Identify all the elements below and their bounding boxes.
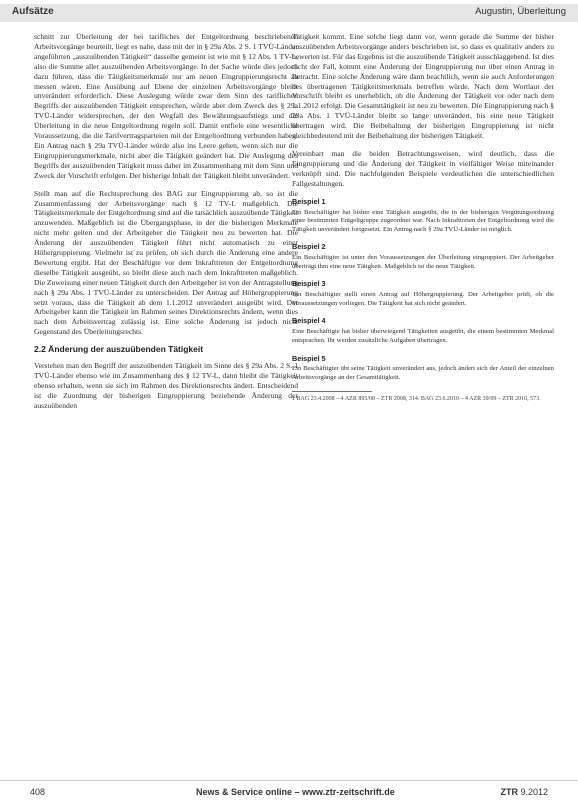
example-text: Eine Beschäftigte hat bisher überwiegend Tätigkeiten ausgeübt, die einem bestimmten Merkmal entsprachen. Ihr werden zusätzliche Aufgaben übertragen. — [292, 328, 554, 344]
page-header — [0, 0, 578, 30]
example-heading: Beispiel 5 — [292, 353, 326, 363]
example-heading: Beispiel 2 — [292, 242, 326, 252]
footnote-divider — [292, 391, 372, 392]
footer-website: News & Service online – www.ztr-zeitschrift.de — [196, 787, 395, 797]
right-column — [292, 32, 554, 403]
paragraph: Tätigkeit kommt. Eine solche liegt dann vor, wenn gerade die Summe der bisher auszuübenden Arbeitsvorgänge anders beschrieben ist, so dass es qualitativ anders zu bewerten ist. Für das Ergebnis ist die auszuübende Tätigkeit ausschlaggebend. Ist dies nicht der Fall, kommt eine Änderung der Eingruppierung nur über einen Antrag in Betracht. Eine solche Änderung wäre dann beachtlich, wenn sie auch Anforderungen des übertragenen Tätigkeitsmerkmals betreffen würde. Nach dem Wortlaut der Vorschrift bleibt es unerheblich, ob die Änderung der Tätigkeit vor oder nach dem 1.1.2012 erfolgt. Die Gesamttätigkeit ist neu zu bewerten. Die Eingruppierung nach § 29a Abs. 1 TVÜ-Länder bleibt so lange unverändert, bis eine neue Tätigkeit übertragen wird. Die Beibehaltung der bisherigen Eingruppierung ist nicht gleichbedeutend mit der Beibehaltung der bisherigen Tätigkeit. — [292, 32, 554, 141]
section-label: Aufsätze — [12, 6, 54, 17]
paragraph: Stellt man auf die Rechtsprechung des BAG zur Eingruppierung ab, so ist die Zusammenfassung der Arbeitsvorgänge nach § 12 TV-L maßgeblich. Die Tätigkeitsmerkmale der Entgeltordnung sind auf die tatsächlich auszuübende Tätigkeit anzuwenden. Maßgeblich ist die Übergangsphase, in der die bisherigen Merkmale nicht mehr gelten und der Arbeitgeber die Tätigkeit neu zu bewerten hat. Die Änderung der auszuübenden Tätigkeit führt nicht automatisch zu einer Höhergruppierung. Vielmehr ist zu prüfen, ob sich durch die Änderung eine andere Bewertung ergibt. Hat der Beschäftigte vor dem Inkrafttreten der Entgeltordnung dieselbe Tätigkeit ausgeübt, so bleibt diese auch nach dem Inkrafttreten maßgeblich. Die Zuweisung einer neuen Tätigkeit durch den Arbeitgeber ist von der Antragstellung nach § 29a Abs. 1 TVÜ-Länder zu unterscheiden. Der Antrag auf Höhergruppierung setzt voraus, dass die Tätigkeit ab dem 1.1.2012 unverändert ausgeübt wird. Der Arbeitgeber kann die Tätigkeit im Rahmen seines Direktionsrechts ändern, wenn dies nach dem Arbeitsvertrag zulässig ist. Eine solche Änderung ist jedoch nicht Gegenstand des Überleitungsrechts. — [34, 188, 298, 337]
paragraph: schnitt zur Überleitung der bei tarifliches der Entgeltordnung beschriebenen Arbeitsvorgänge beurteilt, liegt es nahe, dass mit der in § 29a Abs. 2 S. 1 TVÜ-Länder angeführten „auszuübenden Tätigkeit“ dasselbe gemeint ist wie mit § 12 Abs. 1 TV-L, also die Summe aller auszuübenden Arbeitsvorgänge. In der Sache würde dies jedoch dazu führen, dass die Tätigkeitsmerkmale nur am neuen Eingruppierungsrecht zu messen wären. Eine Ausübung auf Ebene der einzelnen Arbeitsvorgänge bleibt unverändert erforderlich. Diese Auslegung würde zwar dem Sinn des tariflichen Begriffs der auszuübenden Tätigkeit entsprechen, würde aber dem Zweck des § 29a TVÜ-Länder widersprechen, der den Wegfall des Bewährungsaufstiegs und die Überleitung in die neue Entgeltordnung regeln soll. Damit entfiele eine wesentliche Voraussetzung, die die Tarifvertragsparteien mit der Entgeltordnung verbunden haben. Ein Antrag nach § 29a TVÜ-Länder würde also ins Leere gehen, wenn sich nur die Eingruppierungsmerkmale, nicht aber die Tätigkeit geändert hat. Die Auslegung des Begriffs der auszuübenden Tätigkeit muss daher im Zusammenhang mit dem Sinn und Zweck der Vorschrift erfolgen. Der bisherige Inhalt der Tätigkeit bleibt unverändert. — [34, 32, 298, 180]
example-text: Ein Beschäftigter stellt einen Antrag auf Höhergruppierung. Der Arbeitgeber prüft, ob die Voraussetzungen vorliegen. Die Tätigkeit hat sich nicht geändert. — [292, 291, 554, 307]
paragraph: Vereinbart man die beiden Betrachtungsweisen, wird deutlich, dass die Eingruppierung und die Änderung der Tätigkeit in vielfältiger Weise miteinander verknüpft sind. Die nachfolgenden Beispiele verdeutlichen die unterschiedlichen Fallgestaltungen. — [292, 148, 554, 188]
section-heading: 2.2 Änderung der auszuübenden Tätigkeit — [34, 344, 204, 355]
page-number: 408 — [30, 787, 46, 797]
left-column — [34, 32, 298, 419]
paragraph: Verstehen man den Begriff der auszuübenden Tätigkeit im Sinne des § 29a Abs. 2 S. 1 TVÜ-Länder ebenso wie im Zusammenhang des § 12 TV-L, dann bleibt die Tätigkeit ebenso erhalten, wenn sie sich im Rahmen des Direktionsrechts ändert. Entscheidend ist die Zuordnung der bisherigen Eingruppierung beziehende Änderung der auszuübenden — [34, 361, 298, 410]
example-heading: Beispiel 3 — [292, 279, 326, 289]
page-footer — [0, 780, 578, 809]
issue-number: 9.2012 — [520, 787, 548, 797]
example-text: Ein Beschäftigter übt seine Tätigkeit unverändert aus, jedoch ändert sich der Anteil der einzelnen Arbeitsvorgänge an der Gesamttätigkeit. — [292, 365, 554, 382]
example-heading: Beispiel 1 — [292, 196, 326, 206]
author-label: Augustin, Überleitung — [475, 6, 566, 17]
example-text: Ein Beschäftigter ist unter den Voraussetzungen der Überleitung eingruppiert. Der Arbeitgeber überträgt ihm eine neue Tätigkeit. Maßgeblich ist die neue Tätigkeit. — [292, 254, 554, 270]
example-heading: Beispiel 4 — [292, 316, 326, 326]
example-text: Ein Beschäftigter hat bisher eine Tätigkeit ausgeübt, die in der bisherigen Vergütungsordnung einer bestimmten Entgeltgruppe zugeordnet war. Nach Inkrafttreten der Entgeltordnung wird die Tätigkeit unverändert fortgesetzt. Ein Antrag nach § 29a TVÜ-Länder ist möglich. — [292, 208, 554, 233]
footnotes: 1 BAG 23.4.2008 – 4 AZR 895/08 – ZTR 2008, 314. BAG 23.6.2010 – 4 AZR 39/09 – ZTR 2010, 573. — [292, 395, 541, 402]
journal-issue — [500, 787, 548, 797]
journal-name: ZTR — [500, 787, 518, 797]
